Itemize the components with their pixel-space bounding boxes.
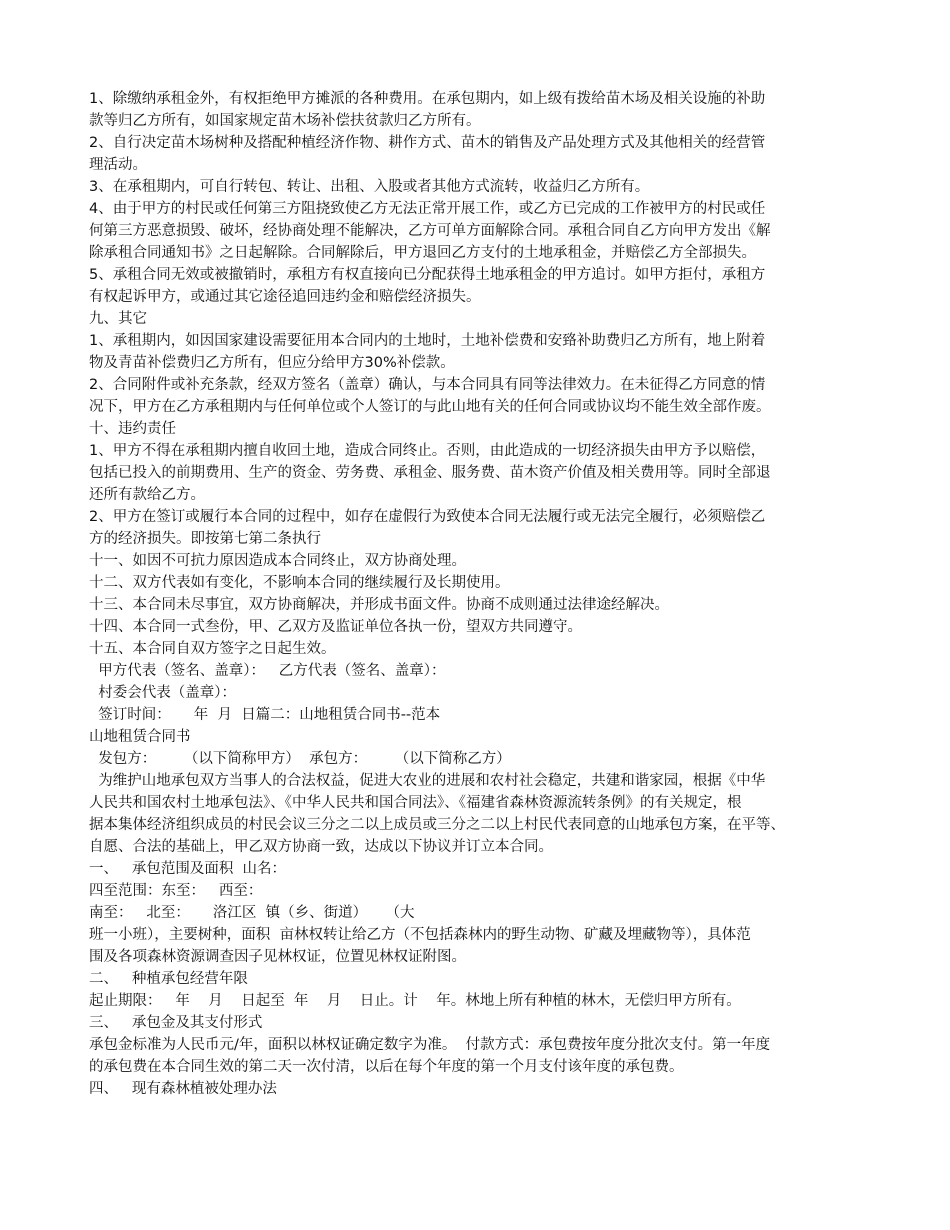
document-page bbox=[89, 88, 861, 1100]
document-line: 十四、本合同一式叁份，甲、乙双方及监证单位各执一份，望双方共同遵守。 bbox=[89, 619, 582, 635]
document-line: 1、承租期内，如因国家建设需要征用本合同内的土地时，土地补偿费和安臵补助费归乙方所有，地上附着 bbox=[89, 333, 766, 349]
document-line: 发包方： （以下简称甲方） 承包方： （以下简称乙方） bbox=[89, 751, 511, 767]
document-line: 1、甲方不得在承租期内擅自收回土地，造成合同终止。否则，由此造成的一切经济损失由甲方予以赔偿， bbox=[89, 443, 766, 459]
document-line: 2、自行决定苗木场树种及搭配种植经济作物、耕作方式、苗木的销售及产品处理方式及其他相关的经营管 bbox=[89, 135, 766, 151]
document-line: 包括已投入的前期费用、生产的资金、劳务费、承租金、服务费、苗木资产价值及相关费用等。同时全部退 bbox=[89, 465, 771, 481]
document-line: 南至： 北至： 洛江区 镇（乡、街道） （大 bbox=[89, 905, 415, 921]
document-line: 2、甲方在签订或履行本合同的过程中，如存在虚假行为致使本合同无法履行或无法完全履行，必须赔偿乙 bbox=[89, 509, 766, 525]
document-line: 十、违约责任 bbox=[89, 421, 176, 437]
document-line: 除承租合同通知书》之日起解除。合同解除后，甲方退回乙方支付的土地承租金，并赔偿乙方全部损失。 bbox=[89, 245, 756, 261]
document-line: 何第三方恶意损毁、破坏，经协商处理不能解决，乙方可单方面解除合同。承租合同自乙方向甲方发出《解 bbox=[89, 223, 771, 239]
document-line: 2、合同附件或补充条款，经双方签名（盖章）确认，与本合同具有同等法律效力。在未征得乙方同意的情 bbox=[89, 377, 766, 393]
document-line: 有权起诉甲方，或通过其它途径追回违约金和赔偿经济损失。 bbox=[89, 289, 481, 305]
document-line: 人民共和国农村土地承包法》、《中华人民共和国合同法》、《福建省森林资源流转条例》的有关规定，根 bbox=[89, 795, 742, 811]
document-line: 签订时间： 年 月 日篇二：山地租赁合同书--范本 bbox=[89, 707, 441, 723]
document-line: 十一、如因不可抗力原因造成本合同终止，双方协商处理。 bbox=[89, 553, 466, 569]
document-line: 一、 承包范围及面积 山名： bbox=[89, 861, 287, 877]
document-line: 自愿、合法的基础上，甲乙双方协商一致，达成以下协议并订立本合同。 bbox=[89, 839, 553, 855]
document-line: 为维护山地承包双方当事人的合法权益，促进大农业的进展和农村社会稳定，共建和谐家园，根据《中华 bbox=[89, 773, 766, 789]
document-line: 围及各项森林资源调查因子见林权证，位置见林权证附图。 bbox=[89, 949, 466, 965]
document-line: 1、除缴纳承租金外，有权拒绝甲方摊派的各种费用。在承包期内，如上级有拨给苗木场及相关设施的补助 bbox=[89, 91, 766, 107]
document-line: 村委会代表（盖章）： bbox=[89, 685, 236, 701]
document-line: 三、 承包金及其支付形式 bbox=[89, 1015, 263, 1031]
document-line: 物及青苗补偿费归乙方所有，但应分给甲方30%补偿款。 bbox=[89, 355, 455, 371]
document-line: 山地租赁合同书 bbox=[89, 729, 191, 745]
document-line: 班一小班），主要树种，面积 亩林权转让给乙方（不包括森林内的野生动物、矿藏及埋藏物等），具体范 bbox=[89, 927, 751, 943]
document-line: 二、 种植承包经营年限 bbox=[89, 971, 248, 987]
document-line: 款等归乙方所有，如国家规定苗木场补偿扶贫款归乙方所有。 bbox=[89, 113, 481, 129]
document-line: 理活动。 bbox=[89, 157, 147, 173]
document-line: 起止期限： 年 月 日起至 年 月 日止。计 年。林地上所有种植的林木，无偿归甲方所有。 bbox=[89, 993, 741, 1009]
document-line: 4、由于甲方的村民或任何第三方阻挠致使乙方无法正常开展工作，或乙方已完成的工作被甲方的村民或任 bbox=[89, 201, 766, 217]
document-line: 四至范围：东至： 西至： bbox=[89, 883, 263, 899]
document-line: 5、承租合同无效或被撤销时，承租方有权直接向已分配获得土地承租金的甲方追讨。如甲方拒付，承租方 bbox=[89, 267, 766, 283]
document-line: 九、其它 bbox=[89, 311, 147, 327]
document-line: 据本集体经济组织成员的村民会议三分之二以上成员或三分之二以上村民代表同意的山地承包方案，在平等、 bbox=[89, 817, 785, 833]
document-line: 十三、本合同未尽事宜，双方协商解决，并形成书面文件。协商不成则通过法律途经解决。 bbox=[89, 597, 669, 613]
document-line: 的承包费在本合同生效的第二天一次付清，以后在每个年度的第一个月支付该年度的承包费。 bbox=[89, 1059, 684, 1075]
document-line: 十五、本合同自双方签字之日起生效。 bbox=[89, 641, 336, 657]
document-line: 十二、双方代表如有变化，不影响本合同的继续履行及长期使用。 bbox=[89, 575, 510, 591]
document-line: 还所有款给乙方。 bbox=[89, 487, 205, 503]
document-line: 四、 现有森林植被处理办法 bbox=[89, 1081, 277, 1097]
document-line: 甲方代表（签名、盖章）： 乙方代表（签名、盖章）： bbox=[89, 663, 446, 679]
document-line: 3、在承租期内，可自行转包、转让、出租、入股或者其他方式流转，收益归乙方所有。 bbox=[89, 179, 650, 195]
document-line: 况下，甲方在乙方承租期内与任何单位或个人签订的与此山地有关的任何合同或协议均不能生效全部作废。 bbox=[89, 399, 771, 415]
document-line: 方的经济损失。即按第七第二条执行 bbox=[89, 531, 321, 547]
document-line: 承包金标准为人民币元/年，面积以林权证确定数字为准。 付款方式：承包费按年度分批次支付。第一年度 bbox=[89, 1037, 771, 1053]
